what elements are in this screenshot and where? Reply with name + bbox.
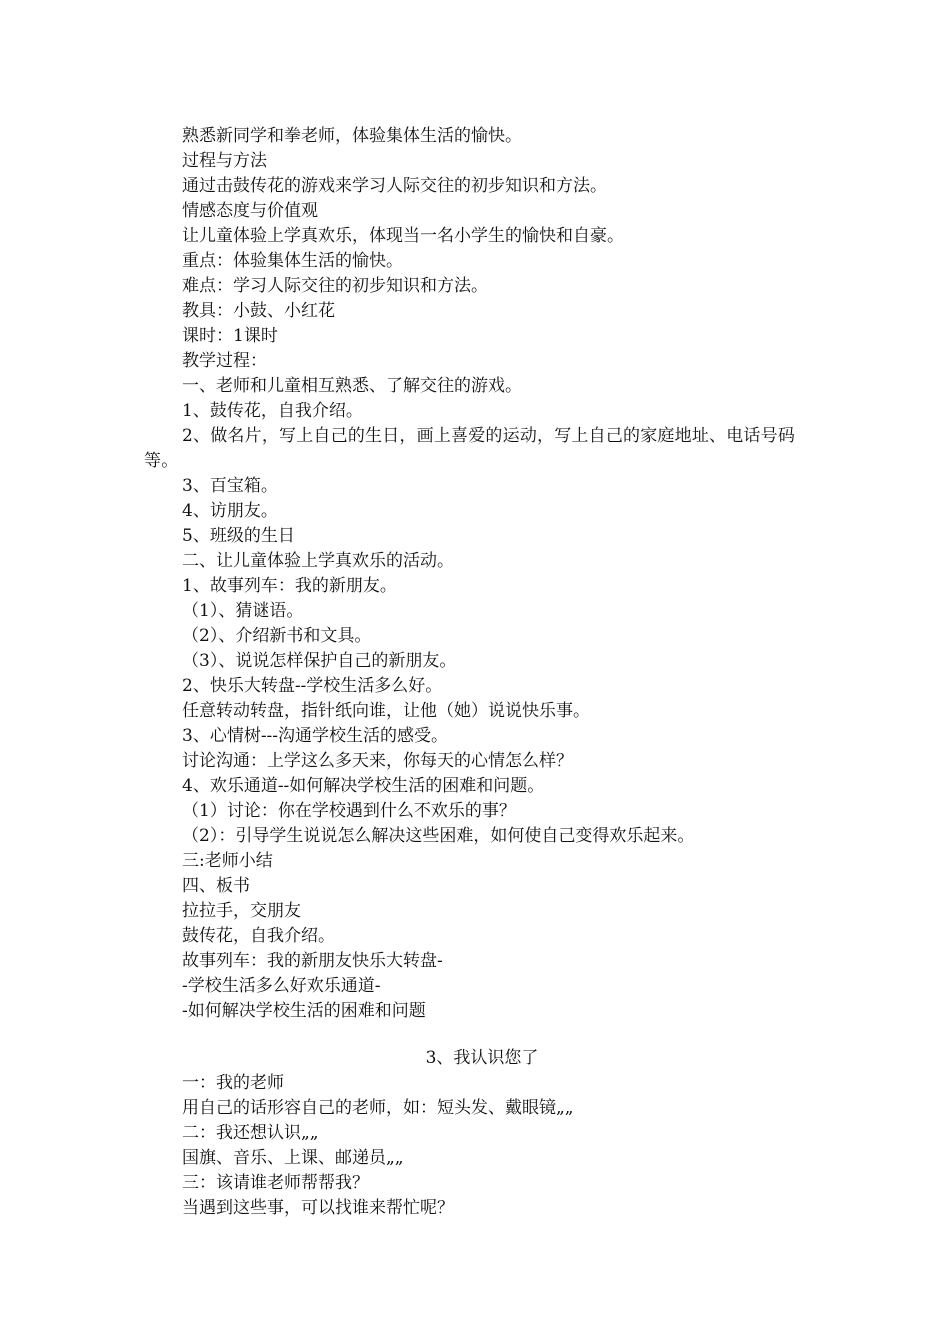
text-line: -学校生活多么好欢乐通道- [182, 976, 381, 996]
text-line: 3、心情树---沟通学校生活的感受。 [182, 726, 449, 746]
text-line: 用自己的话形容自己的老师，如：短头发、戴眼镜„„ [182, 1098, 574, 1118]
section-title: 3、我认识您了 [425, 1048, 539, 1068]
text-line: （3）、说说怎样保护自己的新朋友。 [182, 651, 457, 671]
text-line: 鼓传花，自我介绍。 [182, 926, 335, 946]
text-line: -如何解决学校生活的困难和问题 [182, 1001, 426, 1021]
text-line: 二、让儿童体验上学真欢乐的活动。 [182, 551, 454, 571]
text-line: （2）：引导学生说说怎么解决这些困难，如何使自己变得欢乐起来。 [182, 826, 695, 846]
text-line: 三:老师小结 [182, 851, 273, 871]
text-line: 通过击鼓传花的游戏来学习人际交往的初步知识和方法。 [182, 176, 607, 196]
section-body [144, 1071, 820, 1221]
text-line: 熟悉新同学和拳老师，体验集体生活的愉快。 [182, 126, 522, 146]
text-line: 四、板书 [182, 876, 250, 896]
text-line: 国旗、音乐、上课、邮递员„„ [182, 1148, 404, 1168]
text-line: 任意转动转盘，指针纸向谁，让他（她）说说快乐事。 [182, 701, 590, 721]
text-line: 故事列车：我的新朋友快乐大转盘- [182, 951, 443, 971]
text-line: 难点：学习人际交往的初步知识和方法。 [182, 276, 488, 296]
text-line: 1、鼓传花，自我介绍。 [182, 401, 363, 421]
text-line: 二：我还想认识„„ [182, 1123, 319, 1143]
text-line: 5、班级的生日 [182, 526, 295, 546]
text-line: 课时：1课时 [182, 326, 278, 346]
text-line: 当遇到这些事，可以找谁来帮忙呢？ [182, 1198, 454, 1218]
text-line: （1）、猜谜语。 [182, 601, 304, 621]
text-line: 4、访朋友。 [182, 501, 278, 521]
text-line: 2、快乐大转盘--学校生活多么好。 [182, 676, 443, 696]
text-line: 讨论沟通：上学这么多天来，你每天的心情怎么样？ [182, 751, 573, 771]
text-line: 教具：小鼓、小红花 [182, 301, 335, 321]
text-line: 4、欢乐通道--如何解决学校生活的困难和问题。 [182, 776, 545, 796]
lesson-body [144, 124, 820, 1024]
text-line: （2）、介绍新书和文具。 [182, 626, 372, 646]
text-line: 让儿童体验上学真欢乐，体现当一名小学生的愉快和自豪。 [182, 226, 624, 246]
text-line: 三：该请谁老师帮帮我？ [182, 1173, 369, 1193]
text-line: 一、老师和儿童相互熟悉、了解交往的游戏。 [182, 376, 522, 396]
text-line: （1）讨论：你在学校遇到什么不欢乐的事？ [182, 801, 516, 821]
text-line: 教学过程： [182, 351, 267, 371]
text-line: 情感态度与价值观 [182, 201, 318, 221]
text-line: 重点：体验集体生活的愉快。 [182, 251, 403, 271]
text-line: 过程与方法 [182, 151, 267, 171]
text-line: 1、故事列车：我的新朋友。 [182, 576, 397, 596]
text-line: 3、百宝箱。 [182, 476, 278, 496]
text-line: 拉拉手，交朋友 [182, 901, 301, 921]
text-line: 一：我的老师 [182, 1073, 284, 1093]
wrapped-paragraph: 2、做名片，写上自己的生日，画上喜爱的运动，写上自己的家庭地址、电话号码等。 [144, 426, 796, 471]
